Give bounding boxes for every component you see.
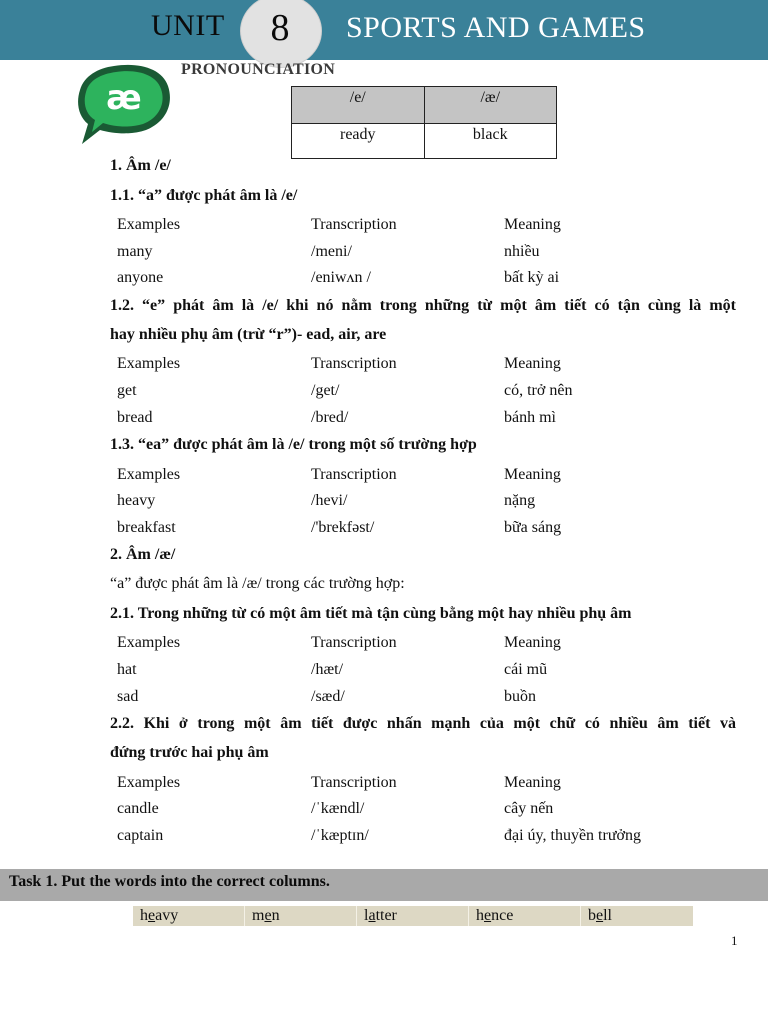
meaning: buồn [504, 688, 536, 705]
word-bank-item: hence [469, 906, 581, 926]
transcription: /get/ [311, 382, 340, 399]
word-bank-item: latter [357, 906, 469, 926]
sound-table [291, 86, 557, 159]
speech-bubble-icon [74, 60, 178, 148]
column-header: Examples [117, 216, 181, 233]
meaning: đại úy, thuyền trưởng [504, 827, 641, 844]
example-word: get [117, 382, 137, 399]
example-word: captain [117, 827, 164, 844]
section-intro: “a” được phát âm là /æ/ trong các trường hợp: [110, 575, 405, 592]
sound-table-cell: ready [292, 124, 425, 159]
example-word: many [117, 243, 153, 260]
meaning: bữa sáng [504, 519, 562, 536]
column-header: Transcription [311, 774, 397, 791]
transcription: /ˈkændl/ [311, 800, 365, 817]
column-header: Examples [117, 774, 181, 791]
sound-table-cell: black [424, 124, 557, 159]
meaning: bất kỳ ai [504, 269, 560, 286]
sound-table-header: /e/ [292, 87, 425, 124]
example-word: breakfast [117, 519, 176, 536]
column-header: Transcription [311, 355, 397, 372]
subsection-heading: 1.2. “e” phát âm là /e/ khi nó nằm trong những từ một âm tiết có tận cùng là một [110, 297, 736, 314]
example-word: bread [117, 409, 153, 426]
word-bank-item: men [245, 906, 357, 926]
column-header: Meaning [504, 355, 561, 372]
sound-table-header: /æ/ [424, 87, 557, 124]
transcription: /sæd/ [311, 688, 345, 705]
transcription: /ˈkæptɪn/ [311, 827, 369, 844]
page-number: 1 [731, 933, 738, 948]
task-bar [0, 869, 768, 901]
subsection-heading: 1.3. “ea” được phát âm là /e/ trong một số trường hợp [110, 436, 477, 453]
column-header: Transcription [311, 216, 397, 233]
example-word: sad [117, 688, 139, 705]
column-header: Examples [117, 466, 181, 483]
column-header: Meaning [504, 634, 561, 651]
ae-symbol: æ [106, 78, 142, 118]
transcription: /hæt/ [311, 661, 344, 678]
column-header: Meaning [504, 466, 561, 483]
example-word: anyone [117, 269, 164, 286]
subsection-heading: 2.1. Trong những từ có một âm tiết mà tận cùng bằng một hay nhiều phụ âm [110, 605, 632, 622]
column-header: Transcription [311, 634, 397, 651]
meaning: cái mũ [504, 661, 548, 678]
column-header: Transcription [311, 466, 397, 483]
column-header: Examples [117, 634, 181, 651]
column-header: Meaning [504, 774, 561, 791]
word-bank-item: bell [588, 907, 612, 924]
transcription: /meni/ [311, 243, 352, 260]
example-word: candle [117, 800, 159, 817]
subsection-heading-continued: đứng trước hai phụ âm [110, 744, 269, 761]
task-title: Task 1. Put the words into the correct columns. [9, 873, 330, 890]
transcription: /bred/ [311, 409, 349, 426]
example-word: hat [117, 661, 137, 678]
meaning: cây nến [504, 800, 554, 817]
meaning: có, trở nên [504, 382, 573, 399]
section-heading: 2. Âm /æ/ [110, 546, 176, 563]
unit-title: SPORTS AND GAMES [346, 11, 646, 44]
unit-banner [0, 0, 768, 60]
unit-number: 8 [270, 7, 290, 49]
section-label: PRONOUNCIATION [181, 61, 336, 78]
subsection-heading: 2.2. Khi ở trong một âm tiết được nhấn mạnh của một chữ có nhiều âm tiết và [110, 715, 736, 732]
column-header: Examples [117, 355, 181, 372]
meaning: bánh mì [504, 409, 556, 426]
unit-label: UNIT [151, 9, 225, 42]
example-word: heavy [117, 492, 156, 509]
meaning: nặng [504, 492, 536, 509]
column-header: Meaning [504, 216, 561, 233]
meaning: nhiều [504, 243, 540, 260]
subsection-heading-continued: hay nhiều phụ âm (trừ “r”)- ead, air, are [110, 326, 387, 343]
transcription: /'brekfəst/ [311, 519, 375, 536]
word-bank-item: heavy [133, 906, 245, 926]
transcription: /hevi/ [311, 492, 348, 509]
subsection-heading: 1.1. “a” được phát âm là /e/ [110, 187, 298, 204]
section-heading: 1. Âm /e/ [110, 157, 171, 174]
word-bank [133, 906, 693, 926]
transcription: /eniwʌn / [311, 269, 371, 286]
